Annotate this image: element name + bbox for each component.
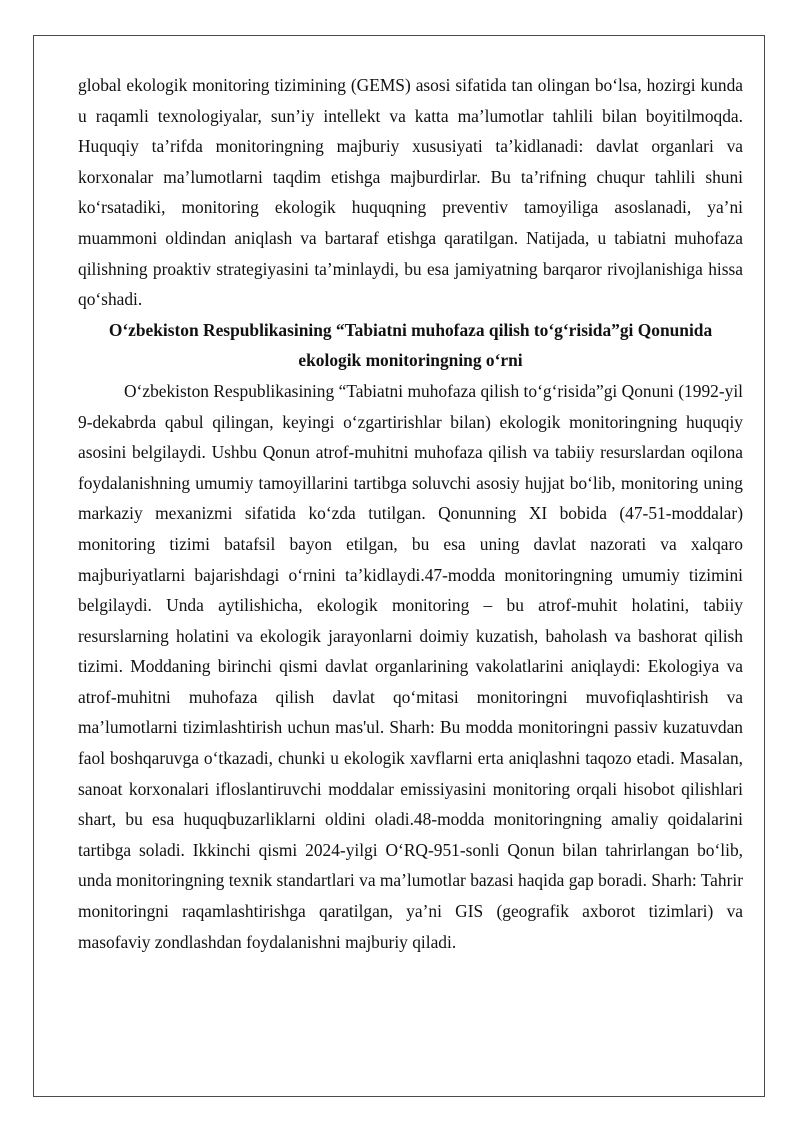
paragraph-intro: global ekologik monitoring tizimining (GEMS) asosi sifatida tan olingan bo‘lsa, hozirgi kunda u raqamli texnologiyalar, sun’iy intellekt va katta ma’lumotlar tahlili bilan boyitilmoqda. Huquqiy ta’rifda monitoringning majburiy xususiyati ta’kidlanadi: davlat organlari va korxonalar ma’lumotlarni taqdim etishga majburdirlar. Bu ta’rifning chuqur tahlili shuni ko‘rsatadiki, monitoring ekologik huquqning preventiv tamoyiliga asoslanadi, ya’ni muammoni oldindan aniqlash va bartaraf etishga qaratilgan. Natijada, u tabiatni muhofaza qilishning proaktiv strategiyasini ta’minlaydi, bu esa jamiyatning barqaror rivojlanishiga hissa qo‘shadi.	[78, 75, 743, 310]
section-heading: O‘zbekiston Respublikasining “Tabiatni muhofaza qilish to‘g‘risida”gi Qonunida ekologik monitoringning o‘rni	[108, 319, 713, 371]
paragraph-law-analysis: O‘zbekiston Respublikasining “Tabiatni muhofaza qilish to‘g‘risida”gi Qonuni (1992-yil 9-dekabrda qabul qilingan, keyingi o‘zgartirishlar bilan) ekologik monitoringning huquqiy asosini belgilaydi. Ushbu Qonun atrof-muhitni muhofaza qilish va tabiiy resurslardan oqilona foydalanishning umumiy tamoyillarini tartibga soluvchi asosiy hujjat bo‘lib, monitoring uning markaziy mexanizmi sifatida ko‘zda tutilgan. Qonunning XI bobida (47-51-moddalar) monitoring tizimi batafsil bayon etilgan, bu esa uning davlat nazorati va xalqaro majburiyatlarni bajarishdagi o‘rnini ta’kidlaydi.47-modda monitoringning umumiy tizimini belgilaydi. Unda aytilishicha, ekologik monitoring – bu atrof-muhit holatini, tabiiy resurslarning holatini va ekologik jarayonlarni doimiy kuzatish, baholash va bashorat qilish tizimi. Moddaning birinchi qismi davlat organlarining vakolatlarini aniqlaydi: Ekologiya va atrof-muhitni muhofaza qilish davlat qo‘mitasi monitoringni muvofiqlashtirish va ma’lumotlarni tizimlashtirish uchun mas'ul. Sharh: Bu modda monitoringni passiv kuzatuvdan faol boshqaruvga o‘tkazadi, chunki u ekologik xavflarni erta aniqlashni taqozo etadi. Masalan, sanoat korxonalari ifloslantiruvchi moddalar emissiyasini monitoring orqali hisobot qilishlari shart, bu esa huquqbuzarliklarni oldini oladi.48-modda monitoringning amaliy qoidalarini tartibga soladi. Ikkinchi qismi 2024-yilgi O‘RQ-951-sonli Qonun bilan tahrirlangan bo‘lib, unda monitoringning texnik standartlari va ma’lumotlar bazasi haqida gap boradi. Sharh: Tahrir monitoringni raqamlashtirishga qaratilgan, ya’ni GIS (geografik axborot tizimlari) va masofaviy zondlashdan foydalanishni majburiy qiladi.	[78, 380, 743, 952]
document-body	[78, 70, 743, 957]
